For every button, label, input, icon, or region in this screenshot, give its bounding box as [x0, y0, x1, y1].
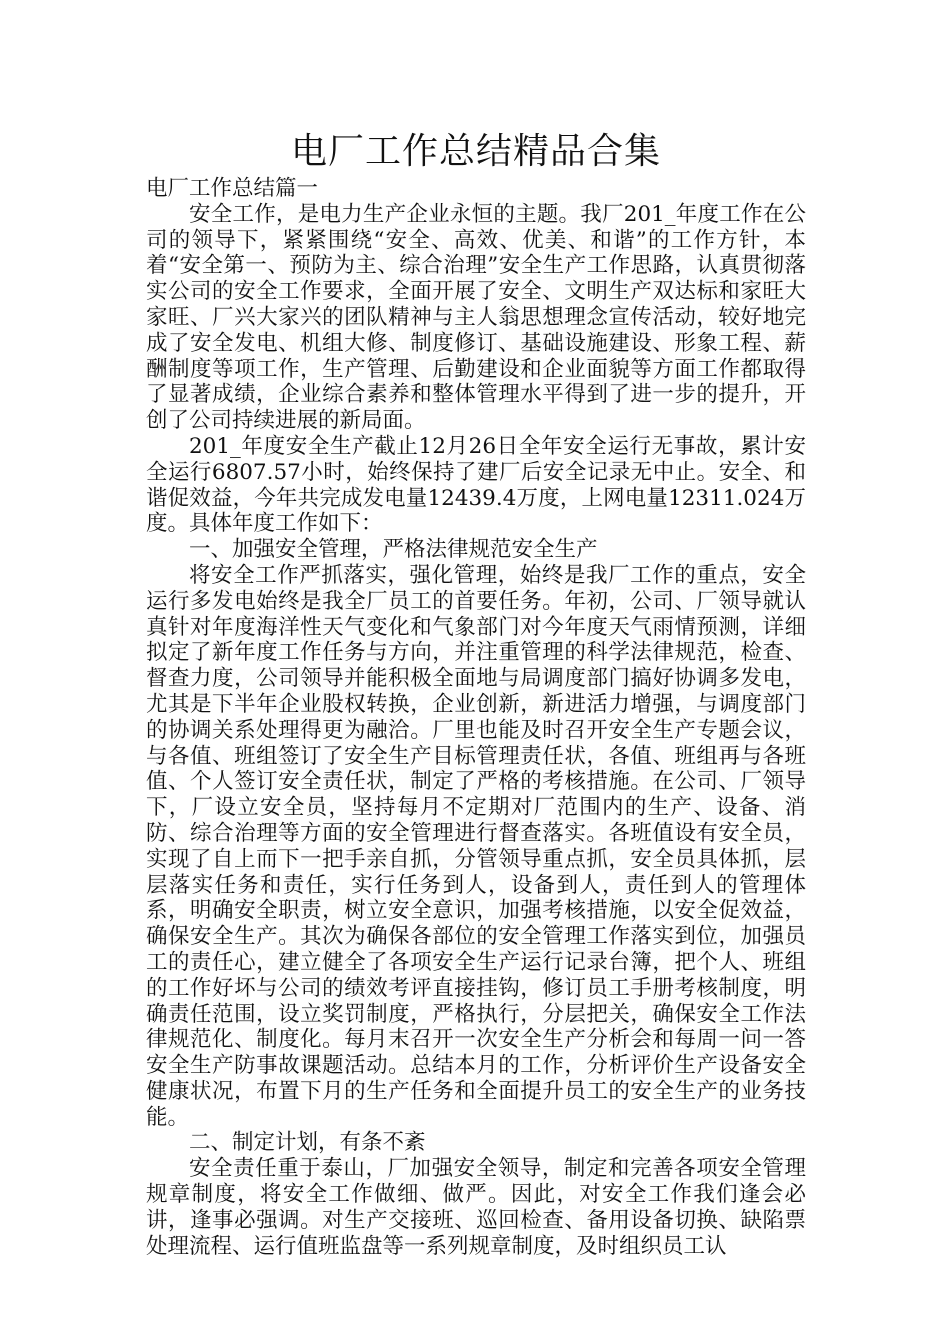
document-page	[146, 128, 806, 1259]
subheading-two: 二、制定计划，有条不紊	[189, 1130, 426, 1156]
section-heading: 电厂工作总结篇一	[146, 176, 319, 201]
paragraph-safety-management: 将安全工作严抓落实，强化管理，始终是我厂工作的重点，安全运行多发电始终是我全厂员工的首要任务。年初，公司、厂领导就认真针对年度海洋性天气变化和气象部门对今年度天气雨情预测，详细拟定了新年度工作任务与方向，并注重管理的科学法律规范，检查、督查力度，公司领导并能积极全面地与局调度部门搞好协调多发电，尤其是下半年企业股权转换，企业创新，新进活力增强，与调度部门的协调关系处理得更为融洽。厂里也能及时召开安全生产专题会议，与各值、班组签订了安全生产目标管理责任状，各值、班组再与各班值、个人签订安全责任状，制定了严格的考核措施。在公司、厂领导下，厂设立安全员，坚持每月不定期对厂范围内的生产、设备、消防、综合治理等方面的安全管理进行督查落实。各班值设有安全员，实现了自上而下一把手亲自抓，分管领导重点抓，安全员具体抓，层层落实任务和责任，实行任务到人，设备到人，责任到人的管理体系，明确安全职责，树立安全意识，加强考核措施，以安全促效益，确保安全生产。其次为确保各部位的安全管理工作落实到位，加强员工的责任心，建立健全了各项安全生产运行记录台簿，把个人、班组的工作好坏与公司的绩效考评直接挂钩，修订员工手册考核制度，明确责任范围，设立奖罚制度，严格执行，分层把关，确保安全工作法律规范化、制度化。每月末召开一次安全生产分析会和每周一问一答安全生产防事故课题活动。总结本月的工作，分析评价生产设备安全健康状况，布置下月的生产任务和全面提升员工的安全生产的业务技能。	[146, 562, 806, 1130]
paragraph-planning: 安全责任重于泰山，厂加强安全领导，制定和完善各项安全管理规章制度，将安全工作做细、做严。因此，对安全工作我们逢会必讲，逢事必强调。对生产交接班、巡回检查、备用设备切换、缺陷票处理流程、运行值班监盘等一系列规章制度，及时组织员工认	[146, 1156, 806, 1259]
document-title: 电厂工作总结精品合集	[290, 131, 661, 172]
paragraph-intro: 安全工作，是电力生产企业永恒的主题。我厂201_年度工作在公司的领导下，紧紧围绕“安全、高效、优美、和谐”的工作方针，本着“安全第一、预防为主、综合治理”安全生产工作思路，认真贯彻落实公司的安全工作要求，全面开展了安全、文明生产双达标和家旺大家旺、厂兴大家兴的团队精神与主人翁思想理念宣传活动，较好地完成了安全发电、机组大修、制度修订、基础设施建设、形象工程、薪酬制度等项工作，生产管理、后勤建设和企业面貌等方面工作都取得了显著成绩，企业综合素养和整体管理水平得到了进一步的提升，开创了公司持续进展的新局面。	[146, 201, 806, 434]
subheading-one: 一、加强安全管理，严格法律规范安全生产	[189, 537, 598, 563]
paragraph-summary: 201_年度安全生产截止12月26日全年安全运行无事故，累计安全运行6807.57小时，始终保持了建厂后安全记录无中止。安全、和谐促效益，今年共完成发电量12439.4万度，上网电量12311.024万度。具体年度工作如下：	[146, 433, 806, 537]
